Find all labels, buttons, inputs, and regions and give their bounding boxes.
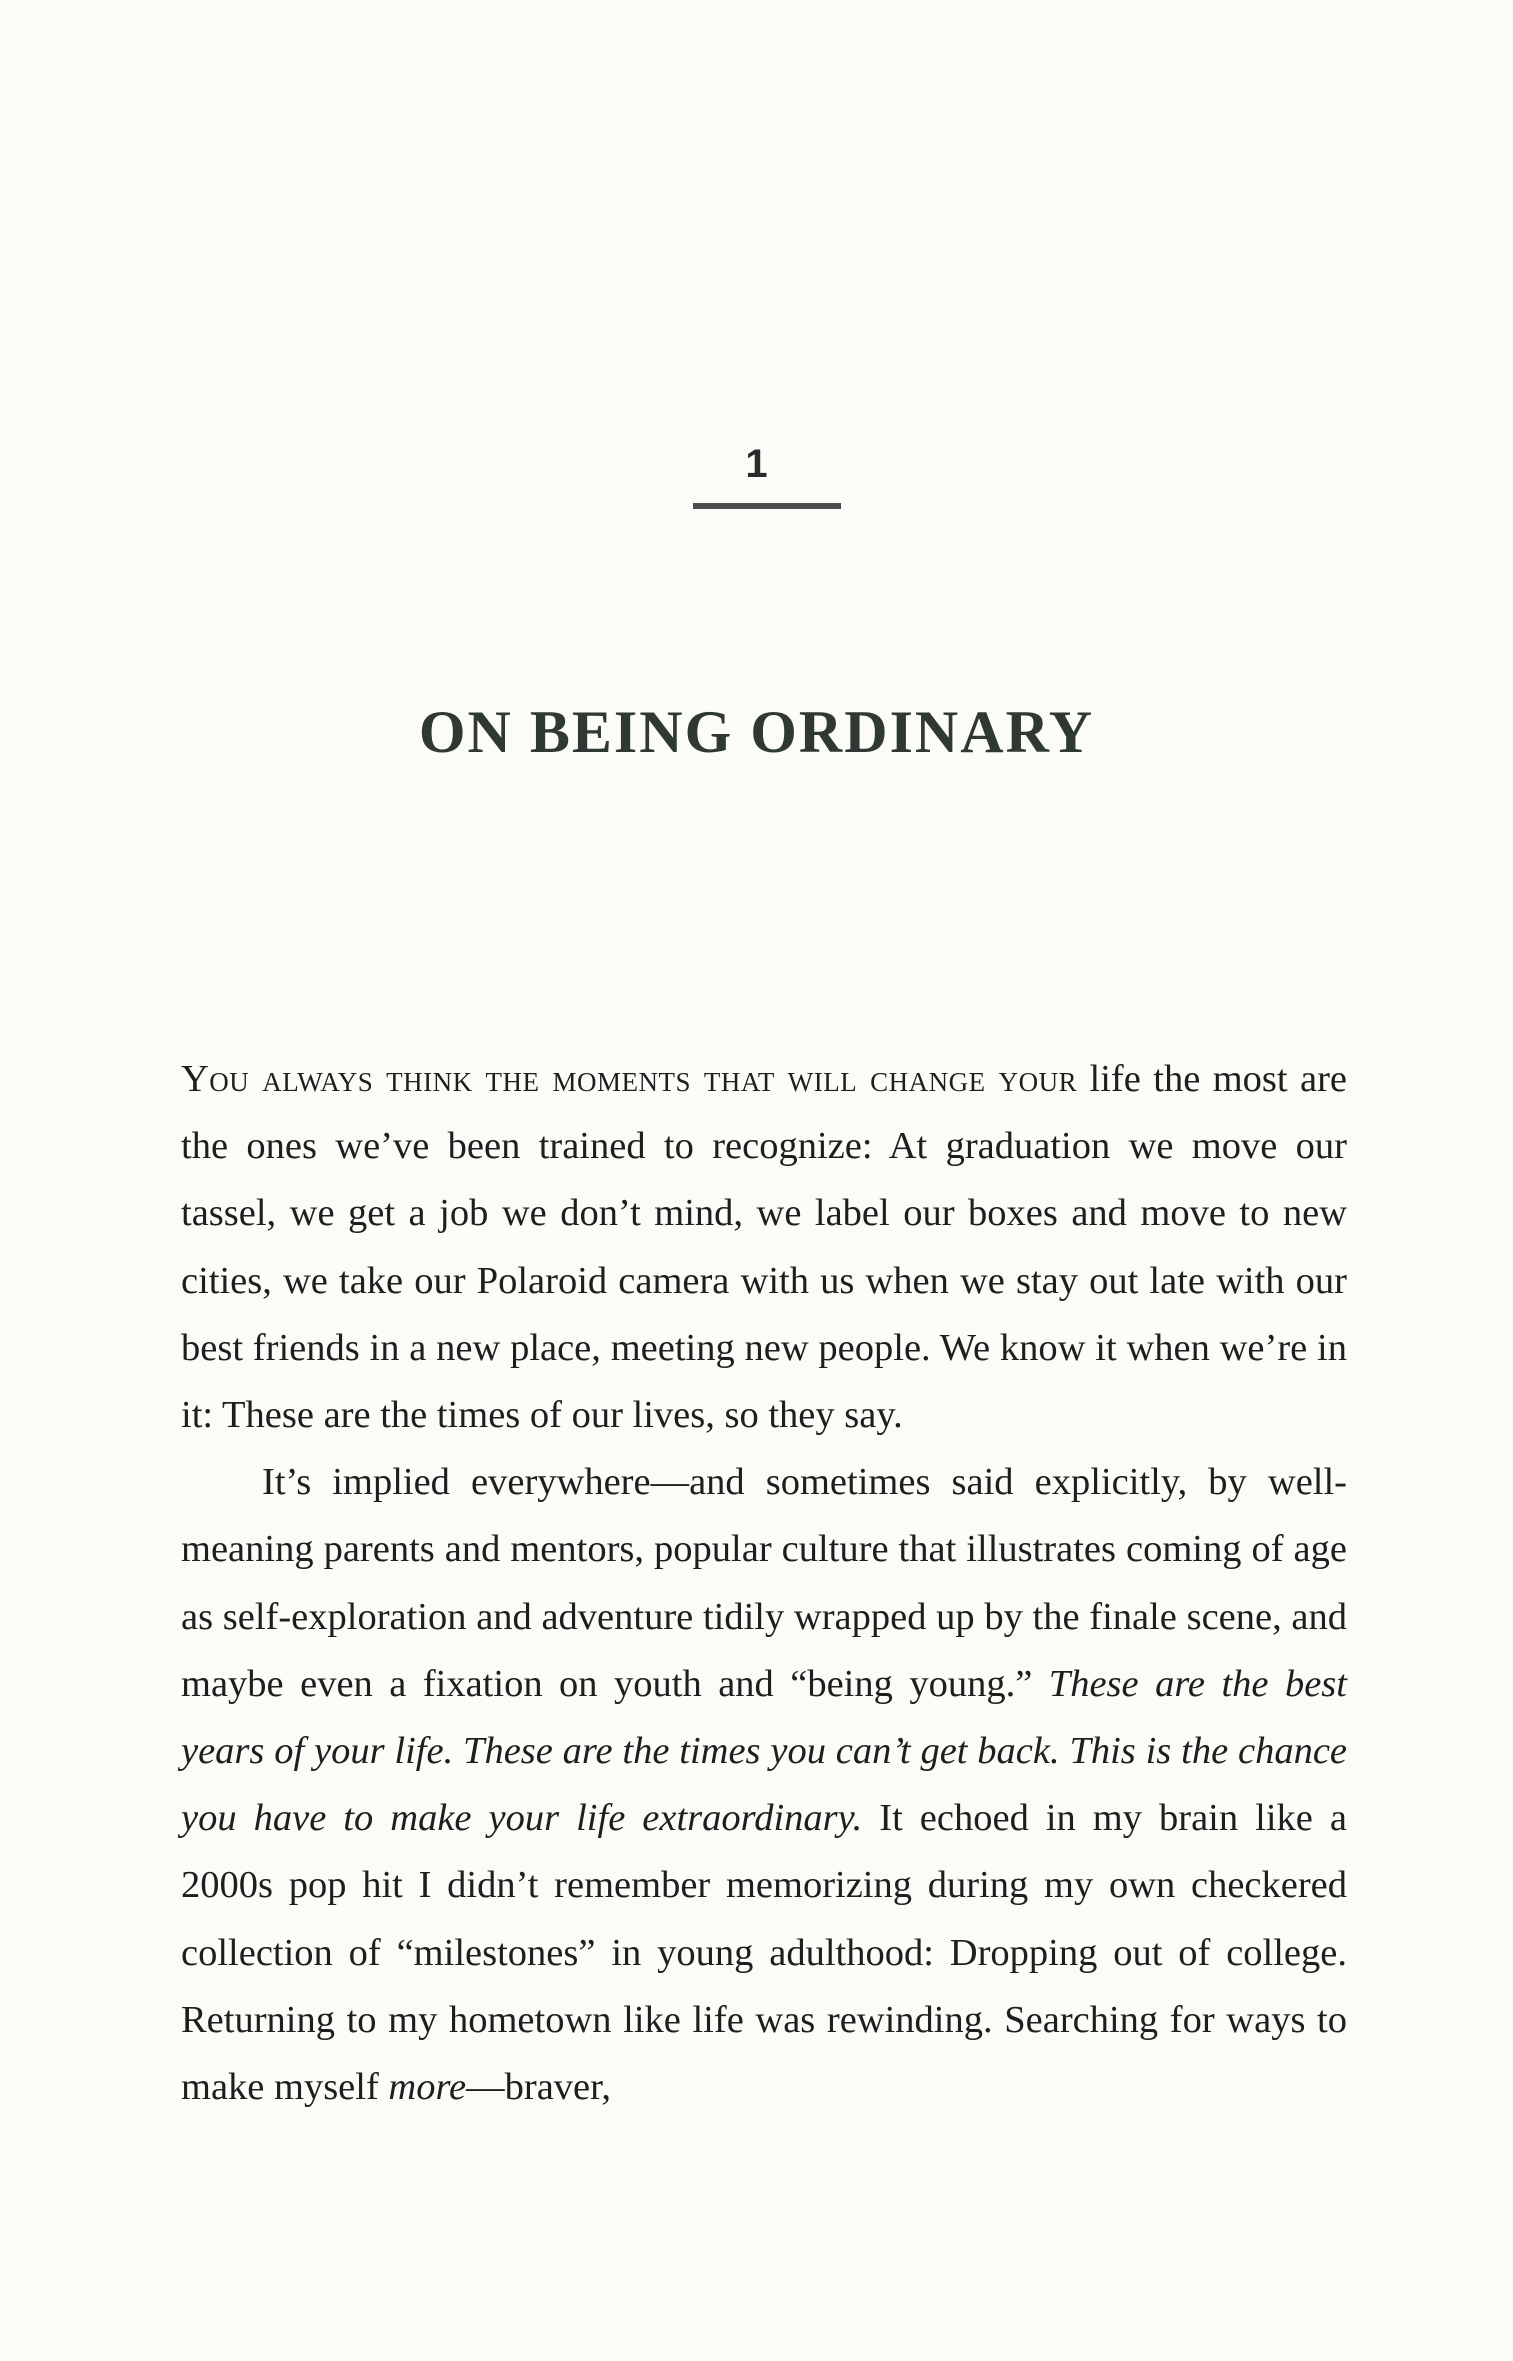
paragraph-2-italic-word: more: [388, 2066, 467, 2109]
paragraph-2-text-2: It echoed in my brain like a 2000s pop hit I didn’t remember memorizing during my own checkered collection of “milestones” in young adulthood: Dropping out of college. Returning to my hometown like life was rewinding. Searching for ways to make myself: [181, 1797, 1347, 2109]
paragraph-1: [181, 1046, 1347, 1449]
paragraph-1-text: life the most are the ones we’ve been trained to recognize: At graduation we move our tassel, we get a job we don’t mind, we label our boxes and move to new cities, we take our Polaroid camera with us when we stay out late with our best friends in a new place, meeting new people. We know it when we’re in it: These are the times of our lives, so they say.: [181, 1058, 1347, 1437]
paragraph-2-text-1: It’s implied everywhere—and sometimes said explicitly, by well-meaning parents and mentors, popular culture that illustrates coming of age as self-exploration and adventure tidily wrapped up by the finale scene, and maybe even a fixation on youth and “being young.”: [181, 1461, 1347, 1705]
chapter-title: ON BEING ORDINARY: [418, 699, 1095, 765]
chapter-number: 1: [745, 442, 768, 486]
paragraph-2-text-3: —braver,: [466, 2066, 612, 2109]
body-text: [181, 1046, 1347, 2121]
small-caps-lead-in: You always think the moments that will change your: [181, 1058, 1078, 1100]
paragraph-2: [181, 1449, 1347, 2121]
paragraph-2-italic-quote: These are the best years of your life. These are the times you can’t get back. This is the chance you have to make your life extraordinary.: [181, 1662, 1347, 1840]
chapter-number-rule: [693, 503, 841, 509]
